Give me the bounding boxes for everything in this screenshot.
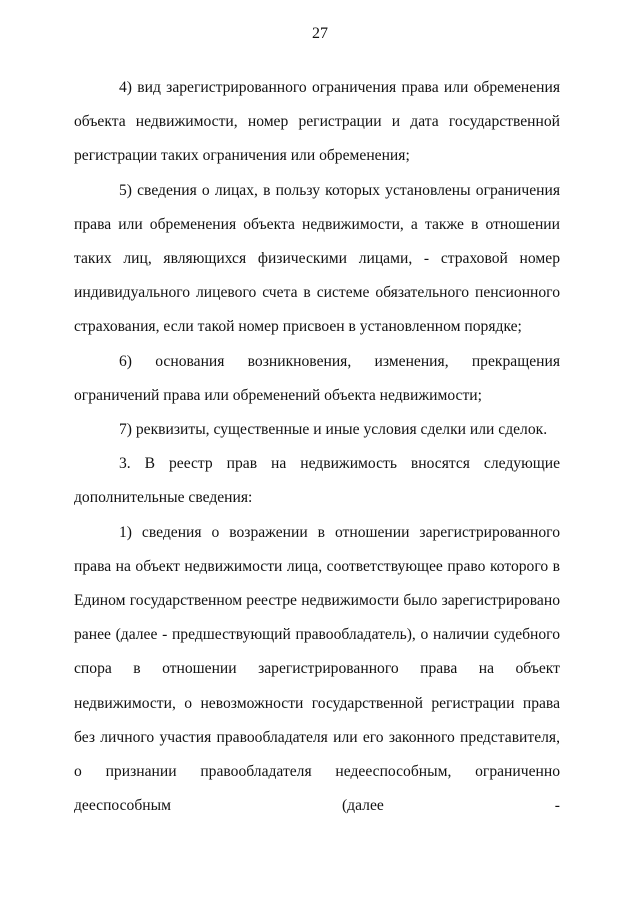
paragraph-subitem-1: 1) сведения о возражении в отношении зарегистрированного права на объект недвижимости лица, соответствующее право которого в Едином государственном реестре недвижимости было зарегистрировано ранее (далее - предшествующий правообладатель), о наличии судебного спора в отношении зарегистрированного права на объект недвижимости, о невозможности государственной регистрации права без личного участия правообладателя или его законного представителя, о признании правообладателя недееспособным, ограниченно дееспособным (далее - (74, 523, 560, 815)
paragraph-item-4: 4) вид зарегистрированного ограничения права или обременения объекта недвижимости, номер регистрации и дата государственной регистрации таких ограничения или обременения; (74, 79, 560, 165)
page-number: 27 (312, 25, 328, 42)
paragraph-item-7: 7) реквизиты, существенные и иные условия сделки или сделок. (119, 421, 548, 439)
document-body (74, 71, 560, 823)
paragraph-section-3: 3. В реестр прав на недвижимость вносятся следующие дополнительные сведения: (74, 455, 560, 507)
paragraph-item-5: 5) сведения о лицах, в пользу которых установлены ограничения права или обременения объекта недвижимости, а также в отношении таких лиц, являющихся физическими лицами, - страховой номер индивидуального лицевого счета в системе обязательного пенсионного страхования, если такой номер присвоен в установленном порядке; (74, 181, 560, 336)
paragraph-item-6: 6) основания возникновения, изменения, прекращения ограничений права или обременений объекта недвижимости; (74, 352, 560, 404)
